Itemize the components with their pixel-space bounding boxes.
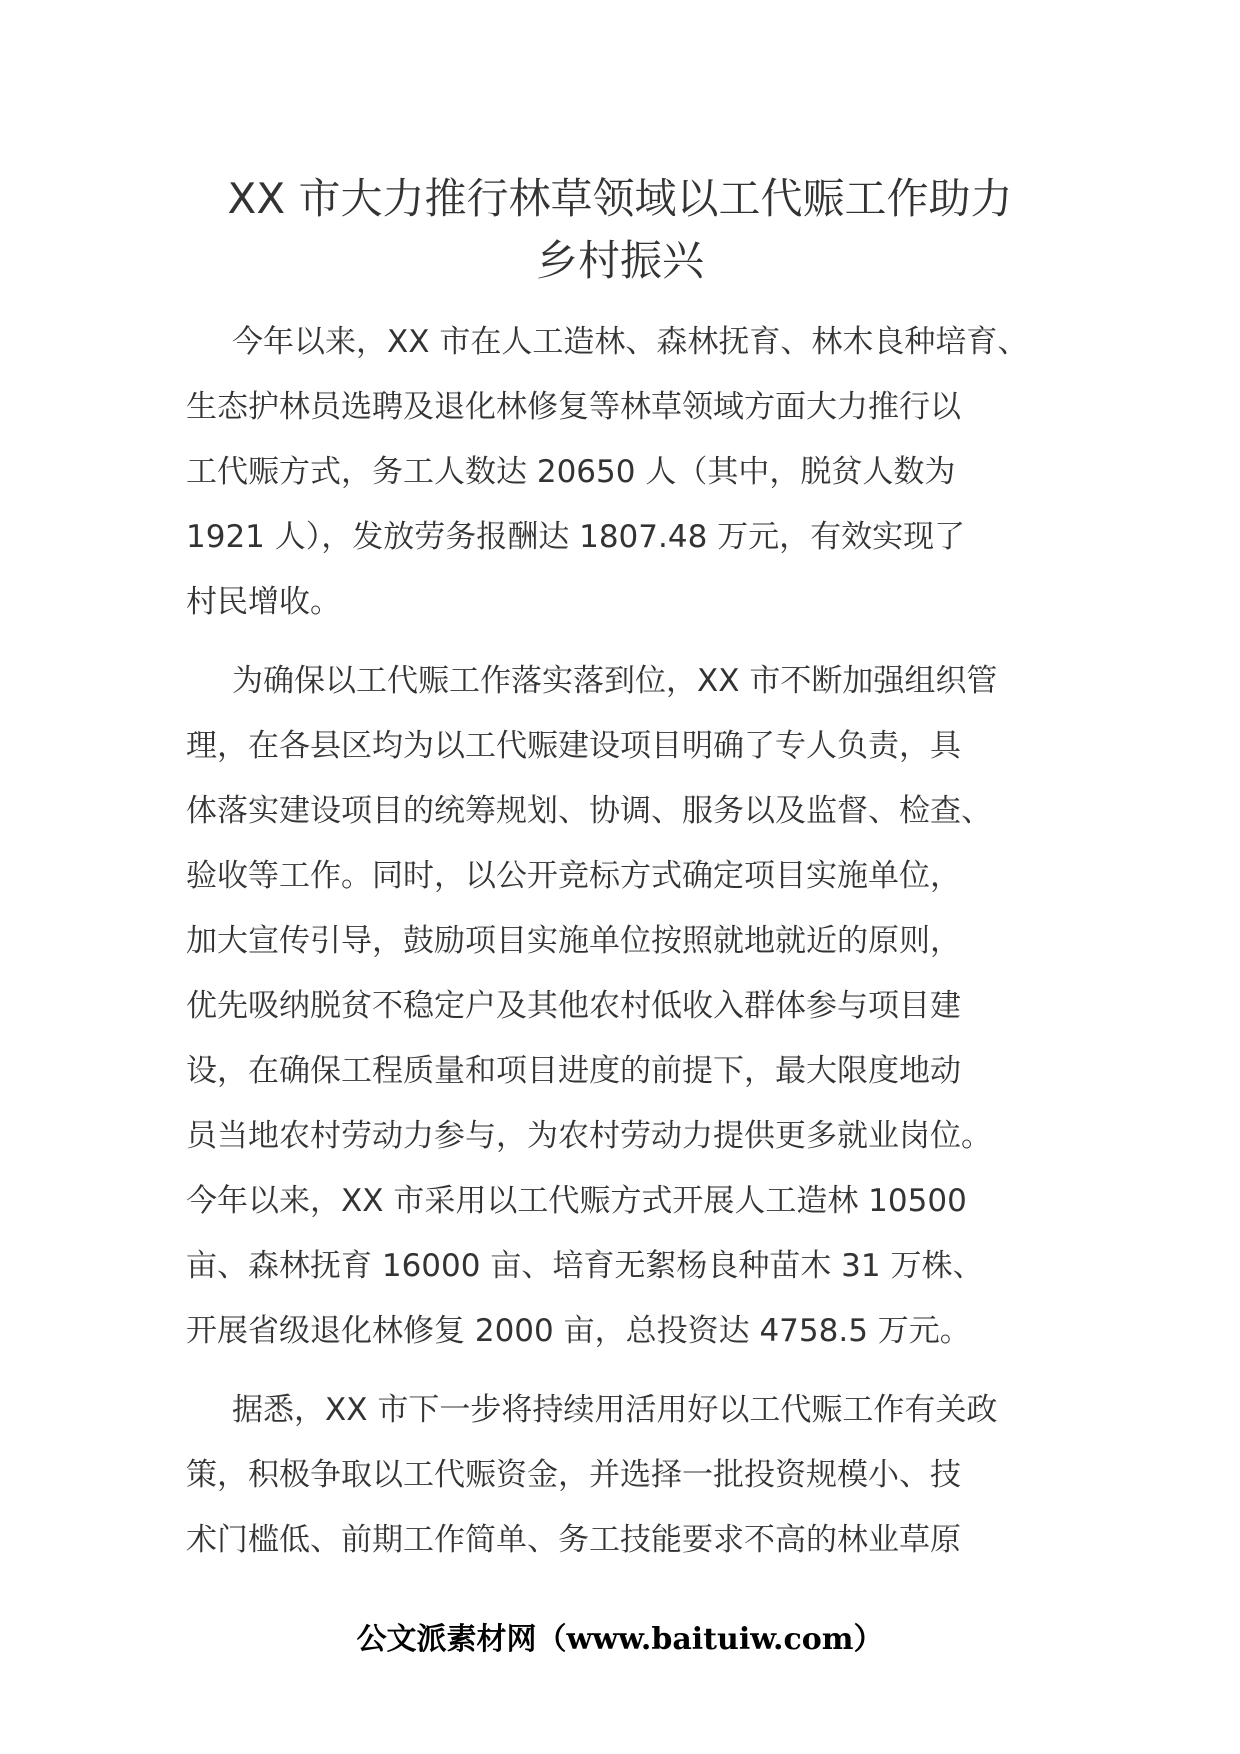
- paragraph-line: 加大宣传引导，鼓励项目实施单位按照就地就近的原则，: [186, 923, 961, 959]
- title-line-1: XX 市大力推行林草领域以工代赈工作助力: [227, 174, 1013, 223]
- paragraph-line: 设，在确保工程质量和项目进度的前提下，最大限度地动: [186, 1053, 961, 1089]
- paragraph-line: 今年以来，XX 市在人工造林、森林抚育、林木良种培育、: [232, 324, 1029, 360]
- paragraph-line: 优先吸纳脱贫不稳定户及其他农村低收入群体参与项目建: [186, 988, 961, 1024]
- paragraph-line: 生态护林员选聘及退化林修复等林草领域方面大力推行以: [186, 389, 961, 425]
- paragraph-line: 工代赈方式，务工人数达 20650 人（其中，脱贫人数为: [186, 454, 956, 490]
- paragraph-line: 据悉，XX 市下一步将持续用活用好以工代赈工作有关政: [232, 1392, 998, 1428]
- paragraph-line: 今年以来，XX 市采用以工代赈方式开展人工造林 10500: [186, 1183, 967, 1219]
- paragraph-line: 开展省级退化林修复 2000 亩，总投资达 4758.5 万元。: [186, 1313, 971, 1349]
- document-title: [150, 168, 1090, 292]
- paragraph-line: 1921 人），发放劳务报酬达 1807.48 万元，有效实现了: [186, 519, 966, 555]
- paragraph-line: 策，积极争取以工代赈资金，并选择一批投资规模小、技: [186, 1457, 961, 1493]
- paragraph-3: [186, 1378, 1066, 1573]
- paragraph-line: 村民增收。: [186, 584, 341, 620]
- paragraph-line: 亩、森林抚育 16000 亩、培育无絮杨良种苗木 31 万株、: [186, 1248, 984, 1284]
- paragraph-line: 术门槛低、前期工作简单、务工技能要求不高的林业草原: [186, 1522, 961, 1558]
- paragraph-line: 员当地农村劳动力参与，为农村劳动力提供更多就业岗位。: [186, 1118, 992, 1154]
- paragraph-line: 验收等工作。同时，以公开竞标方式确定项目实施单位，: [186, 858, 961, 894]
- paragraph-line: 理，在各县区均为以工代赈建设项目明确了专人负责，具: [186, 728, 961, 764]
- paragraph-line: 为确保以工代赈工作落实落到位，XX 市不断加强组织管: [232, 663, 998, 699]
- paragraph-2: [186, 649, 1066, 1364]
- footer-watermark: 公文派素材网（www.baituiw.com）: [356, 1622, 884, 1657]
- paragraph-1: [186, 310, 1066, 635]
- document-body: [186, 310, 1066, 1587]
- title-line-2: 乡村振兴: [535, 236, 704, 285]
- paragraph-line: 体落实建设项目的统筹规划、协调、服务以及监督、检查、: [186, 793, 992, 829]
